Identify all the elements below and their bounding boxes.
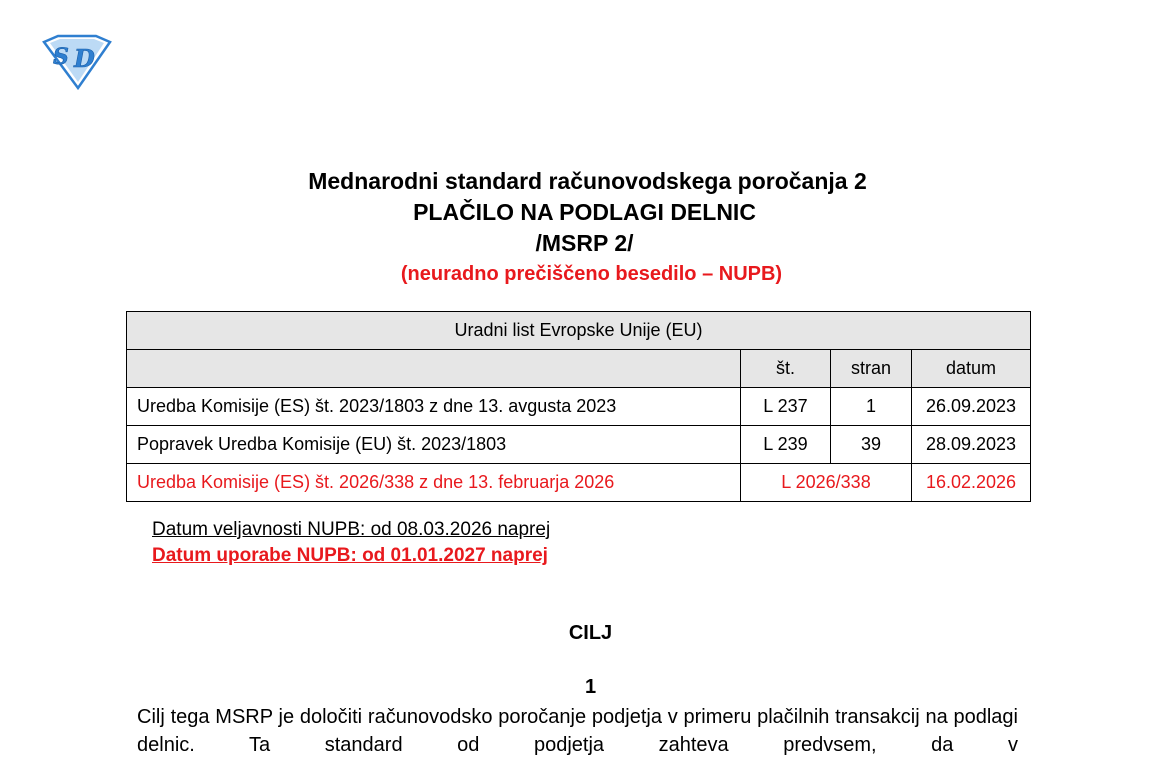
paragraph-text: Cilj tega MSRP je določiti računovodsko poročanje podjetja v primeru plačilnih transakcij na podlagi delnic. Ta standard od podjetja zahteva predvsem, da v bbox=[137, 706, 1018, 756]
table-header-row bbox=[127, 312, 1031, 350]
section-heading: CILJ bbox=[568, 622, 613, 644]
row-stran: 39 bbox=[831, 426, 912, 464]
svg-text:D: D bbox=[74, 44, 95, 73]
title-line-2: PLAČILO NA PODLAGI DELNIC bbox=[413, 199, 756, 225]
column-header-label bbox=[127, 350, 741, 388]
row-st: L 2026/338 bbox=[741, 464, 912, 502]
row-label: Popravek Uredba Komisije (EU) št. 2023/1803 bbox=[127, 426, 741, 464]
validity-dates bbox=[152, 517, 550, 569]
official-journal-table bbox=[126, 311, 1031, 502]
row-label: Uredba Komisije (ES) št. 2023/1803 z dne 13. avgusta 2023 bbox=[127, 388, 741, 426]
row-datum: 28.09.2023 bbox=[912, 426, 1031, 464]
title-subtitle-nupb: (neuradno prečiščeno besedilo – NUPB) bbox=[400, 263, 783, 285]
document-title bbox=[0, 166, 1157, 289]
row-datum: 26.09.2023 bbox=[912, 388, 1031, 426]
table-row bbox=[127, 388, 1031, 426]
row-stran: 1 bbox=[831, 388, 912, 426]
row-datum: 16.02.2026 bbox=[912, 464, 1031, 502]
row-st: L 237 bbox=[741, 388, 831, 426]
table-header: Uradni list Evropske Unije (EU) bbox=[127, 312, 1031, 350]
row-st: L 239 bbox=[741, 426, 831, 464]
svg-text:S: S bbox=[53, 44, 69, 70]
column-header-st: št. bbox=[741, 350, 831, 388]
validity-date: Datum veljavnosti NUPB: od 08.03.2026 naprej bbox=[152, 519, 551, 540]
title-line-1: Mednarodni standard računovodskega poročanja 2 bbox=[308, 168, 867, 194]
column-header-stran: stran bbox=[831, 350, 912, 388]
column-header-datum: datum bbox=[912, 350, 1031, 388]
title-line-3: /MSRP 2/ bbox=[535, 230, 634, 256]
row-label: Uredba Komisije (ES) št. 2026/338 z dne 13. februarja 2026 bbox=[127, 464, 741, 502]
table-row bbox=[127, 464, 1031, 502]
paragraph-number: 1 bbox=[584, 676, 597, 698]
company-logo bbox=[40, 34, 114, 90]
table-row bbox=[127, 426, 1031, 464]
table-column-row bbox=[127, 350, 1031, 388]
application-date: Datum uporabe NUPB: od 01.01.2027 naprej bbox=[152, 545, 548, 566]
